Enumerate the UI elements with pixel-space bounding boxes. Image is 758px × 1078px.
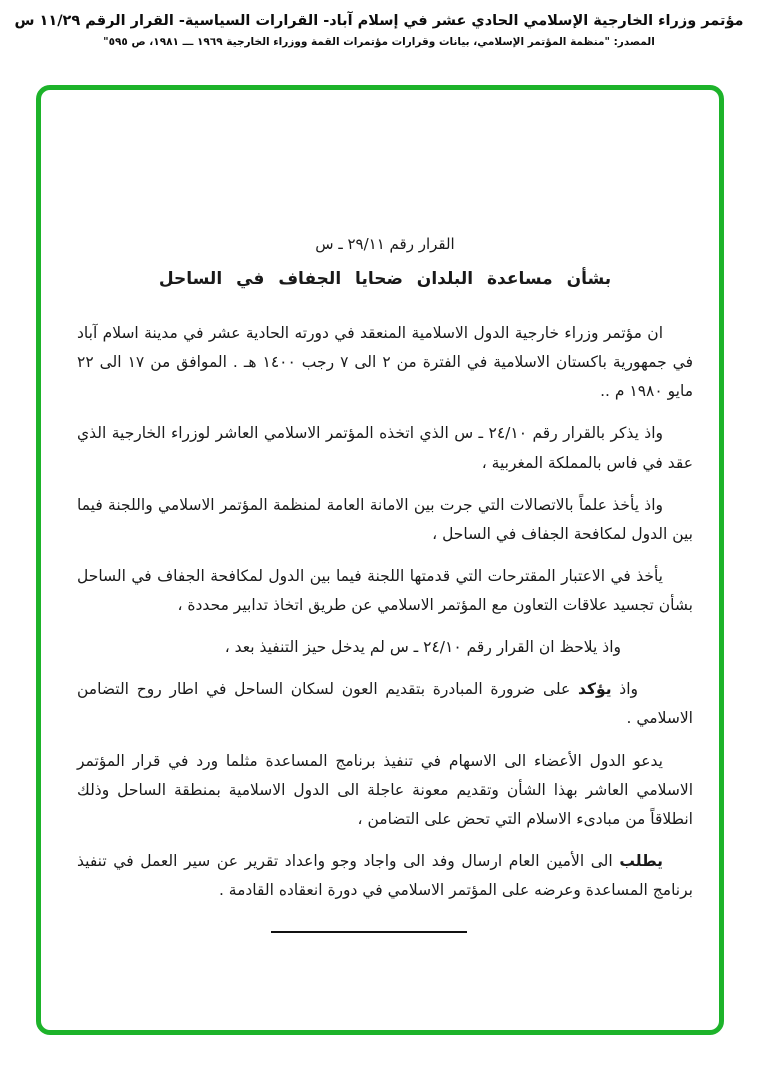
- paragraph-pre: واذ: [611, 680, 638, 699]
- paragraph-recalling-resolution: [77, 419, 693, 477]
- paragraph-text: على ضرورة المبادرة بتقديم العون لسكان الساحل في اطار روح التضامن الاسلامي .: [77, 680, 693, 728]
- paragraph-lead: يطلب: [619, 851, 663, 870]
- paragraph-noting-contacts: [77, 491, 693, 549]
- paragraph-text: يأخذ في الاعتبار المقترحات التي قدمتها اللجنة فيما بين الدول لمكافحة الجفاف في الساحل بشأن تجسيد علاقات التعاون مع المؤتمر الاسلامي عن طريق اتخاذ تدابير محددة ،: [77, 566, 693, 614]
- paragraph-lead: يؤكد: [578, 680, 612, 699]
- resolution-subject: بشأن مساعدة البلدان ضحايا الجفاف في الساحل: [158, 269, 612, 289]
- separator-line: [271, 931, 467, 933]
- resolution-number: القرار رقم ٢٩/١١ ـ س: [315, 235, 455, 253]
- document-body: [41, 90, 719, 933]
- paragraph-noting-implementation: [77, 633, 693, 662]
- paragraph-preamble-session: [77, 319, 693, 406]
- paragraph-invites-members: [77, 747, 693, 834]
- paragraph-considering-proposals: [77, 562, 693, 620]
- document-header: [0, 0, 758, 48]
- document-frame: [36, 85, 724, 1035]
- paragraph-text: واذ يلاحظ ان القرار رقم ٢٤/١٠ ـ س لم يدخل حيز التنفيذ بعد ،: [224, 638, 621, 657]
- paragraph-requests-secretary-general: [77, 847, 693, 905]
- paragraph-text: ان مؤتمر وزراء خارجية الدول الاسلامية المنعقد في دورته الحادية عشر في مدينة اسلام آباد في جمهورية باكستان الاسلامية في الفترة من ٢ الى ٧ رجب ١٤٠٠ هـ . الموافق من ١٧ الى ٢٢ مايو ١٩٨٠ م ..: [77, 324, 693, 401]
- paragraph-text: واذ يأخذ علماً بالاتصالات التي جرت بين الامانة العامة لمنظمة المؤتمر الاسلامي واللجنة فيما بين الدول لمكافحة الجفاف في الساحل ،: [77, 495, 693, 543]
- paragraph-text: واذ يذكر بالقرار رقم ٢٤/١٠ ـ س الذي اتخذه المؤتمر الاسلامي العاشر لوزراء الخارجية الذي عقد في فاس بالمملكة المغربية ،: [77, 424, 693, 472]
- paragraph-affirming-aid: [77, 675, 693, 733]
- header-source: المصدر: "منظمة المؤتمر الإسلامي، بيانات وقرارات مؤتمرات القمة ووزراء الخارجية ١٩٦٩ ـــ ١٩٨١، ص ٥٩٥": [103, 36, 655, 48]
- paragraph-text: يدعو الدول الأعضاء الى الاسهام في تنفيذ برنامج المساعدة مثلما ورد في قرار المؤتمر الاسلامي العاشر بهذا الشأن وتقديم معونة عاجلة الى الدول الاسلامية بمنطقة الساحل وذلك انطلاقاً من مبادىء الاسلام التي تحض على التضامن ،: [77, 751, 693, 828]
- header-title: مؤتمر وزراء الخارجية الإسلامي الحادي عشر في إسلام آباد- القرارات السياسية- القرار الرقم ١١/٢٩ س: [14, 13, 744, 29]
- paragraph-text: الى الأمين العام ارسال وفد الى واجاد وجو واعداد تقرير عن سير العمل في تنفيذ برنامج المساعدة وعرضه على المؤتمر الاسلامي في دورة انعقاده القادمة .: [77, 851, 693, 899]
